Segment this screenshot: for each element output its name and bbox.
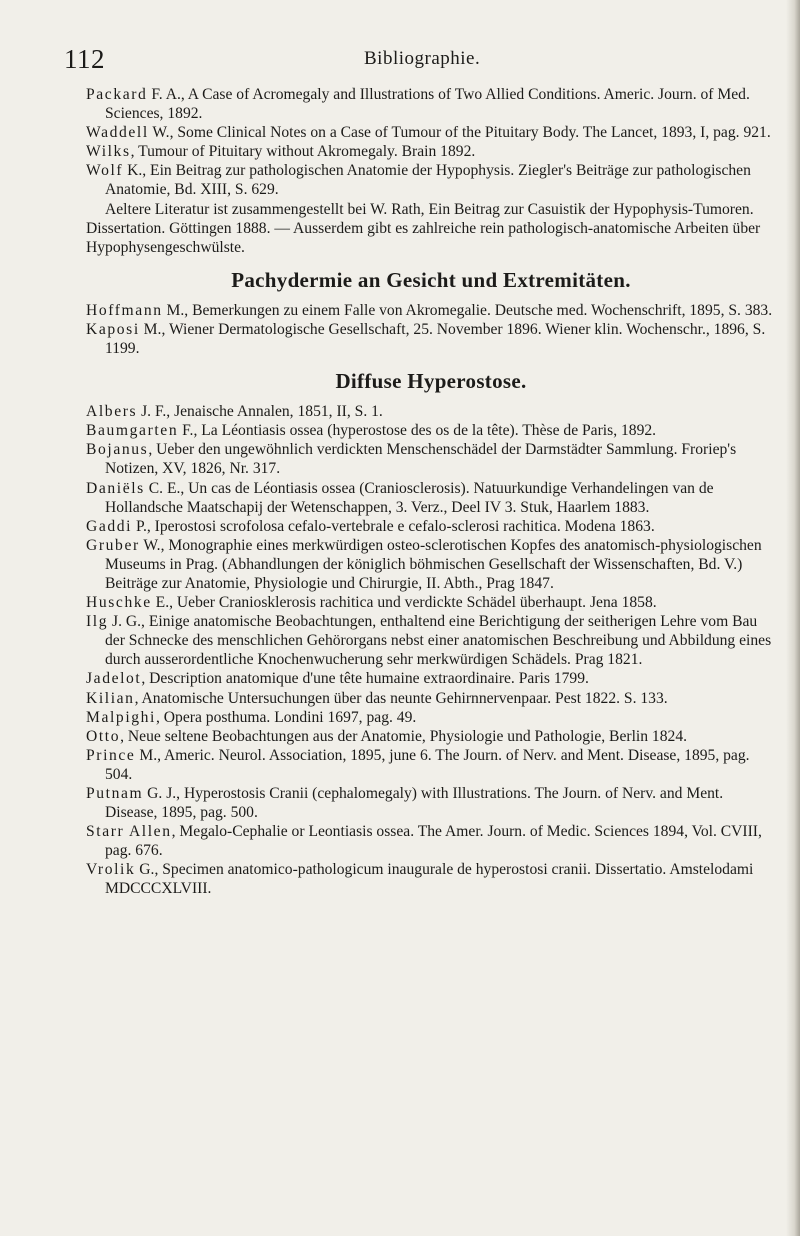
- entry-text: , Opera posthuma. Londini 1697, pag. 49.: [155, 708, 417, 726]
- entry-author: Gruber: [86, 536, 140, 554]
- entry-text: E., Ueber Craniosklerosis rachitica und verdickte Schädel überhaupt. Jena 1858.: [151, 594, 657, 612]
- entry-text: F., La Léontiasis ossea (hyperostose des os de la tête). Thèse de Paris, 1892.: [178, 422, 657, 440]
- entry-text: M., Wiener Dermatologische Gesellschaft, 25. November 1896. Wiener klin. Wochenschr., 1896, S. 1199.: [105, 320, 766, 358]
- bibliography-entry: [86, 402, 776, 421]
- bibliography-entry: [86, 593, 776, 612]
- section-hyperostose: [86, 402, 776, 898]
- entry-author: Gaddi: [86, 517, 133, 535]
- entry-author: Waddell: [86, 124, 149, 142]
- bibliography-entry: [86, 142, 776, 161]
- running-head: [64, 44, 774, 74]
- bibliography-entry: [86, 612, 776, 669]
- entry-author: Hoffmann: [86, 301, 163, 319]
- entry-author: Daniëls: [86, 479, 145, 497]
- entry-text: , Tumour of Pituitary without Akromegaly. Brain 1892.: [130, 143, 476, 161]
- bibliography-entry: [86, 746, 776, 784]
- bibliography-entry: [86, 727, 776, 746]
- entry-text: , Anatomische Untersuchungen über das neunte Gehirnnervenpaar. Pest 1822. S. 133.: [134, 689, 668, 707]
- bibliography-entry: [86, 123, 776, 142]
- section-heading-hyperostose: Diffuse Hyperostose.: [335, 369, 527, 394]
- entry-text: M., Bemerkungen zu einem Falle von Akromegalie. Deutsche med. Wochenschrift, 1895, S. 383.: [162, 301, 773, 319]
- bibliography-entry: [86, 421, 776, 440]
- bibliography-entry: [86, 440, 776, 478]
- bibliography-entry: [86, 517, 776, 536]
- entry-author: Ilg: [86, 613, 109, 631]
- literature-note: Aeltere Literatur ist zusammengestellt bei W. Rath, Ein Beitrag zur Casuistik der Hypophysis-Tumoren. Dissertation. Göttingen 1888. — Ausserdem gibt es zahlreiche rein pathologisch-anatomische Arbeiten über Hypophysengeschwülste.: [86, 200, 761, 256]
- entry-author: Baumgarten: [86, 422, 179, 440]
- entry-author: Huschke: [86, 594, 152, 612]
- entry-author: Otto: [86, 727, 121, 745]
- entry-text: K., Ein Beitrag zur pathologischen Anatomie der Hypophysis. Ziegler's Beiträge zur pathologischen Anatomie, Bd. XIII, S. 629.: [105, 162, 751, 199]
- entry-author: Kilian: [86, 689, 135, 707]
- running-title: Bibliographie.: [364, 48, 481, 69]
- entry-author: Putnam: [86, 785, 144, 802]
- entry-author: Bojanus: [86, 441, 149, 459]
- bibliography-entry: [86, 822, 776, 860]
- page-number: 112: [64, 44, 105, 74]
- entry-text: G. J., Hyperostosis Cranii (cephalomegaly) with Illustrations. The Journ. of Nerv. and Ment. Disease, 1895, pag. 500.: [105, 785, 724, 822]
- entry-text: , Neue seltene Beobachtungen aus der Anatomie, Physiologie und Pathologie, Berlin 1824.: [120, 727, 688, 745]
- entry-text: M., Americ. Neurol. Association, 1895, june 6. The Journ. of Nerv. and Ment. Disease, 1895, pag. 504.: [105, 746, 750, 783]
- entry-text: , Ueber den ungewöhnlich verdickten Menschenschädel der Darmstädter Sammlung. Froriep's Notizen, XV, 1826, Nr. 317.: [105, 441, 737, 478]
- bibliography-entry: [86, 320, 776, 358]
- bibliography-entry: [86, 860, 776, 898]
- bibliography-entry: [86, 479, 776, 517]
- section-heading-pachydermie: Pachydermie an Gesicht und Extremitäten.: [231, 267, 631, 292]
- bibliography-entry: [86, 784, 776, 822]
- bibliography-entry: [86, 689, 776, 708]
- entry-text: , Megalo-Cephalie or Leontiasis ossea. The Amer. Journ. of Medic. Sciences 1894, Vol. CVIII, pag. 676.: [105, 823, 762, 860]
- entry-text: J. G., Einige anatomische Beobachtungen, enthaltend eine Berichtigung der seitherigen Lehre vom Bau der Schnecke des menschlichen Gehörorgans nebst einer anatomischen Beschreibung und Abbildung eines durch ausserordentliche Knochenwucherung sehr merkwürdigen Schädels. Prag 1821.: [105, 613, 772, 669]
- entry-text: W., Monographie eines merkwürdigen osteo-sclerotischen Kopfes des anatomisch-physiologischen Museums in Prag. (Abhandlungen der königlich böhmischen Gesellschaft der Wissenschaften, Bd. V.) Beiträge zur Anatomie, Physiologie und Chirurgie, II. Abth., Prag 1847.: [105, 536, 762, 592]
- entry-text: , Description anatomique d'une tête humaine extraordinaire. Paris 1799.: [141, 670, 589, 688]
- entry-author: Packard: [86, 86, 148, 103]
- entry-author: Jadelot: [86, 670, 142, 688]
- page-content: [86, 85, 776, 899]
- bibliography-entry: [86, 536, 776, 593]
- entry-text: P., Iperostosi scrofolosa cefalo-vertebrale e cefalo-sclerosi rachitica. Modena 1863.: [132, 517, 655, 535]
- entry-author: Prince: [86, 746, 136, 764]
- entry-text: F. A., A Case of Acromegaly and Illustrations of Two Allied Conditions. Americ. Journ. of Med. Sciences, 1892.: [105, 86, 750, 123]
- entry-text: W., Some Clinical Notes on a Case of Tumour of the Pituitary Body. The Lancet, 1893, I, pag. 921.: [148, 124, 771, 142]
- entry-text: G., Specimen anatomico-pathologicum inaugurale de hyperostosi cranii. Dissertatio. Amstelodami MDCCCXLVIII.: [105, 861, 754, 898]
- bibliography-entry: [86, 708, 776, 727]
- entry-author: Malpighi: [86, 708, 156, 726]
- bibliography-entry: [86, 669, 776, 688]
- entry-author: Kaposi: [86, 320, 140, 338]
- entry-author: Albers: [86, 403, 138, 421]
- section-pachydermie: [86, 301, 776, 358]
- entry-author: Starr Allen: [86, 823, 172, 841]
- entry-text: J. F., Jenaische Annalen, 1851, II, S. 1.: [137, 403, 383, 421]
- page-edge: [786, 0, 800, 1236]
- entry-author: Vrolik: [86, 861, 136, 879]
- bibliography-entry: [86, 161, 776, 199]
- bibliography-entry: [86, 85, 776, 123]
- entry-author: Wilks: [86, 143, 131, 161]
- entry-text: C. E., Un cas de Léontiasis ossea (Craniosclerosis). Natuurkundige Verhandelingen van de Hollandsche Maatschapij der Wetenschappen, 3. Verz., Deel IV 3. Stuk, Haarlem 1883.: [105, 479, 714, 516]
- bibliography-entry: [86, 301, 776, 320]
- entry-author: Wolf: [86, 162, 124, 180]
- group-pituitary: [86, 85, 776, 257]
